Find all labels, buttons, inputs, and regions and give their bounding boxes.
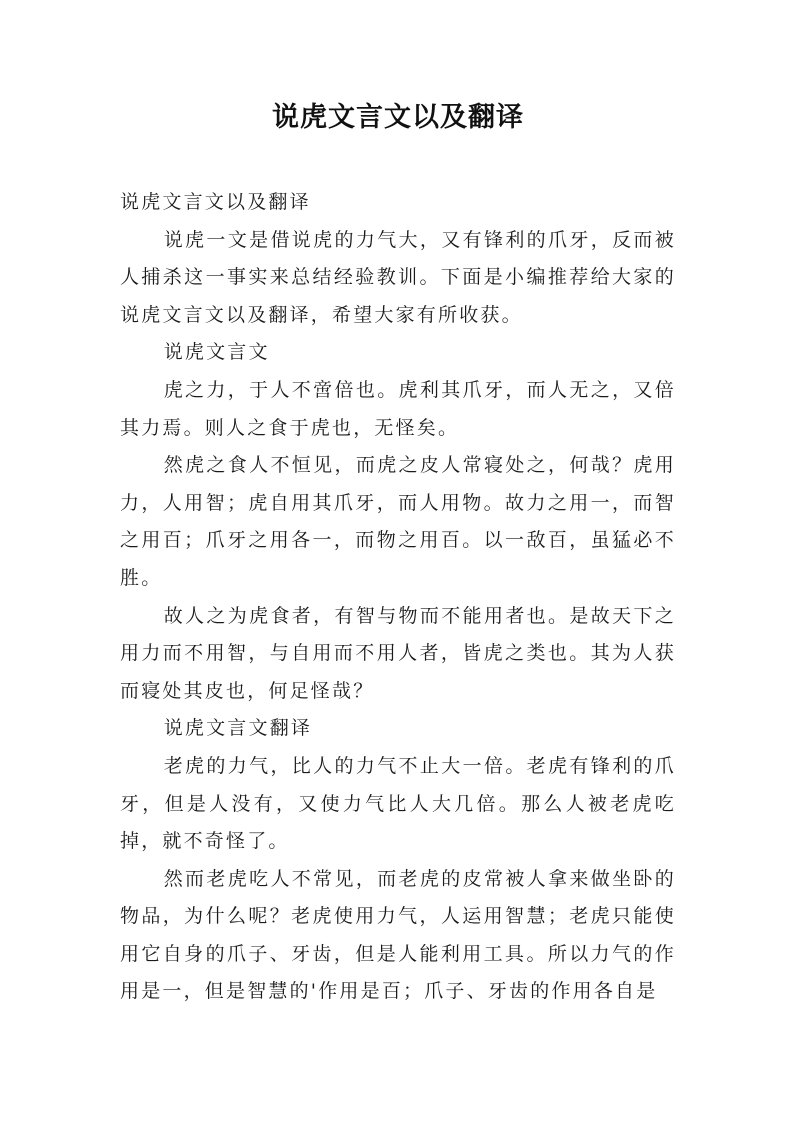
paragraph-heading: 说虎文言文以及翻译: [120, 191, 311, 213]
paragraph-translation-1: 老虎的力气，比人的力气不止大一倍。老虎有锋利的爪牙，但是人没有，又使力气比人大几倍。那么人被老虎吃掉，就不奇怪了。: [120, 754, 676, 853]
paragraph-original-3: 故人之为虎食者，有智与物而不能用者也。是故天下之用力而不用智，与自用而不用人者，皆虎之类也。其为人获而寝处其皮也，何足怪哉？: [120, 604, 676, 702]
section-heading-original: 说虎文言文: [163, 341, 270, 364]
document-body: [120, 184, 676, 1011]
paragraph-original-2: 然虎之食人不恒见，而虎之皮人常寝处之，何哉？虎用力，人用智；虎自用其爪牙，而人用物。故力之用一，而智之用百；爪牙之用各一，而物之用百。以一敌百，虽猛必不胜。: [120, 454, 676, 589]
paragraph-original-1: 虎之力，于人不啻倍也。虎利其爪牙，而人无之，又倍其力焉。则人之食于虎也，无怪矣。: [120, 378, 676, 439]
paragraph-intro: 说虎一文是借说虎的力气大，又有锋利的爪牙，反而被人捕杀这一事实来总结经验教训。下面是小编推荐给大家的说虎文言文以及翻译，希望大家有所收获。: [120, 228, 676, 326]
section-heading-translation: 说虎文言文翻译: [163, 717, 313, 740]
paragraph-translation-2: 然而老虎吃人不常见，而老虎的皮常被人拿来做坐卧的物品，为什么呢？老虎使用力气，人运用智慧；老虎只能使用它自身的爪子、牙齿，但是人能利用工具。所以力气的作用是一，但是智慧的'作用是百；爪子、牙齿的作用各自是: [120, 867, 676, 1003]
document-title: 说虎文言文以及翻译: [272, 102, 524, 133]
